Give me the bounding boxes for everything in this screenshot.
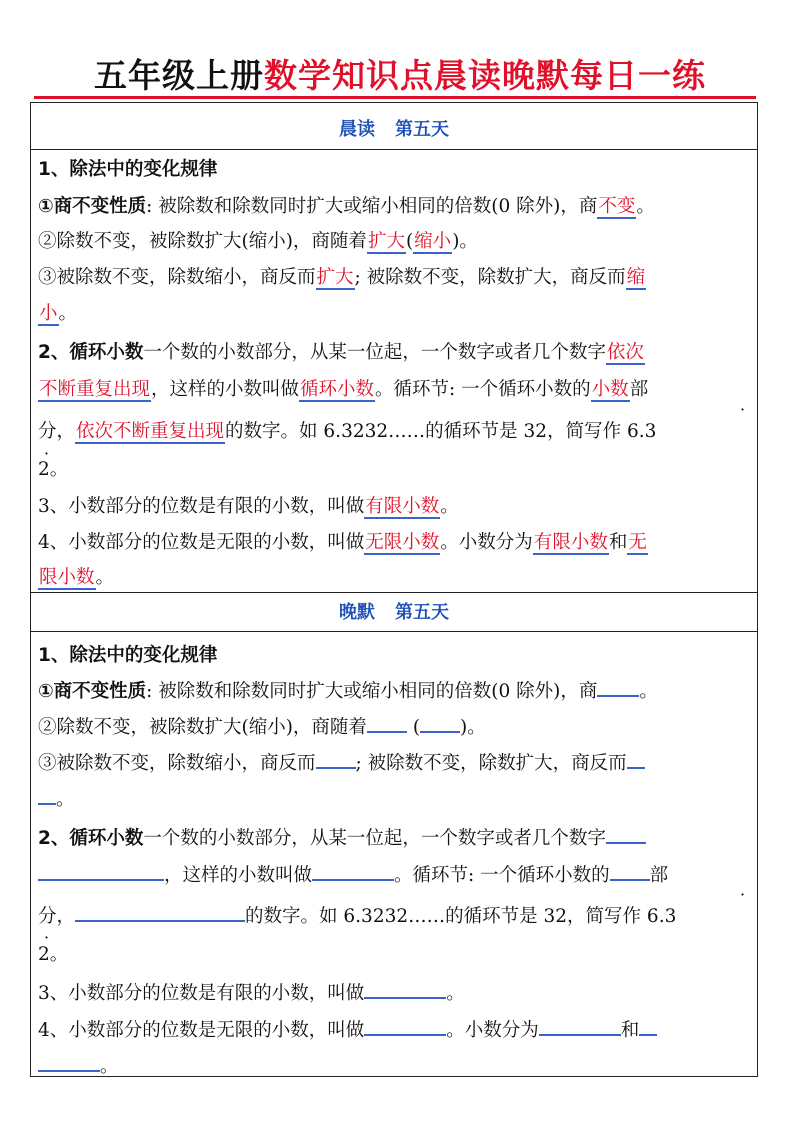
evening-line-7 [38,857,752,893]
text: 3、小数部分的位数是有限的小数，叫做 [38,983,365,1004]
answer-blank[interactable] [75,898,245,922]
answer-blank[interactable] [627,745,645,769]
morning-line-11 [38,525,752,561]
evening-line-5 [38,781,752,817]
text: 和 [608,532,628,553]
answer: 有限小数 [365,496,440,517]
text: 一个数的小数部分，从某一位起，一个数字或者几个数字 [143,342,606,363]
morning-header-label: 晨读 [339,119,375,140]
answer-blank[interactable] [639,1012,657,1036]
morning-line-1: 1、除法中的变化规律 [38,159,218,180]
term: 2、循环小数 [38,342,144,363]
text: 。 [440,496,459,517]
answer-blank[interactable] [364,1012,446,1036]
morning-line-3 [38,224,752,260]
text: 和 [620,1020,640,1041]
morning-line-8 [38,414,752,450]
evening-line-6 [38,820,752,856]
text: ②除数不变，被除数扩大(缩小)，商随着 [38,231,367,252]
answer: 不变 [598,196,636,217]
answer-blank[interactable] [364,975,446,999]
text: ( [406,717,421,738]
repeat-dot-mark: · [44,928,50,947]
text: 的数字。如 6.3232……的循环节是 32，简写作 6.3 [245,906,677,927]
text: 4、小数部分的位数是无限的小数，叫做 [38,1020,365,1041]
evening-line-2 [38,673,752,709]
text: 。循环节: 一个循环小数的 [394,865,610,886]
text: 一个数的小数部分，从某一位起，一个数字或者几个数字 [143,828,606,849]
evening-line-3 [38,709,752,745]
answer-blank[interactable] [38,857,164,881]
answer-blank[interactable] [312,857,394,881]
answer: 依次 [606,342,644,363]
text: ③被除数不变，除数缩小，商反而 [38,267,316,288]
answer-blank[interactable] [610,857,650,881]
answer-blank[interactable] [38,781,56,805]
term: ①商不变性质 [38,681,147,702]
text: 部 [649,865,669,886]
answer-blank[interactable] [597,673,639,697]
answer-blank[interactable] [606,820,646,844]
text: 。 [639,681,658,702]
morning-header-day: 第五天 [395,119,449,140]
morning-line-6 [38,335,752,371]
text: )。 [460,717,486,738]
morning-line-7 [38,372,752,408]
text: ，这样的小数叫做 [164,865,313,886]
text: ( [405,231,414,252]
text: 分， [38,421,76,442]
answer: 小 [39,303,58,324]
answer: 不断重复出现 [39,379,151,400]
text: 。小数分为 [440,532,533,553]
repeat-dot-mark: · [740,885,746,904]
text: 。 [100,1056,119,1077]
text: 。 [446,983,465,1004]
text: 部 [629,379,649,400]
text: 。 [58,303,78,324]
text: )。 [452,231,478,252]
answer-blank[interactable] [420,709,460,733]
text: 。循环节: 一个循环小数的 [375,379,591,400]
title-underline [34,96,756,99]
morning-line-12 [38,560,752,596]
repeat-dot-mark: · [740,400,746,419]
repeat-dot-mark: · [44,444,50,463]
answer: 扩大 [367,231,405,252]
answer: 无限小数 [365,532,440,553]
evening-header [30,592,758,632]
text: ③被除数不变，除数缩小，商反而 [38,753,316,774]
answer: 缩小 [414,231,452,252]
evening-line-9: 2。 [38,944,69,965]
evening-header-day: 第五天 [395,602,449,623]
page-title [0,50,800,97]
answer: 无 [628,532,647,553]
answer: 小数 [591,379,629,400]
term: 2、循环小数 [38,828,144,849]
evening-line-12 [38,1048,752,1084]
morning-line-10 [38,489,752,525]
answer: 扩大 [316,267,354,288]
answer-blank[interactable] [38,1048,100,1072]
morning-header [30,110,758,150]
text: 3、小数部分的位数是有限的小数，叫做 [38,496,365,517]
text: 4、小数部分的位数是无限的小数，叫做 [38,532,365,553]
morning-line-2 [38,189,752,225]
evening-line-4 [38,745,752,781]
morning-line-4 [38,260,752,296]
text: 的数字。如 6.3232……的循环节是 32，简写作 6.3 [225,421,657,442]
answer: 依次不断重复出现 [76,421,225,442]
text: 。小数分为 [446,1020,539,1041]
text: 分， [38,906,76,927]
answer: 循环小数 [300,379,375,400]
text: 。 [56,789,75,810]
answer: 有限小数 [533,532,608,553]
text: 。 [95,567,115,588]
morning-line-9: 2。 [38,459,69,480]
answer-blank[interactable] [316,745,356,769]
text: ，这样的小数叫做 [151,379,300,400]
evening-line-1: 1、除法中的变化规律 [38,645,218,666]
text: ②除数不变，被除数扩大(缩小)，商随着 [38,717,367,738]
evening-line-10 [38,975,752,1011]
text: ; 被除数不变，除数扩大，商反而 [354,267,626,288]
title-part2: 数学知识点晨读晚默每日一练 [264,56,706,95]
title-part1: 五年级上册 [94,56,264,95]
text: : 被除数和除数同时扩大或缩小相同的倍数(0 除外)，商 [146,196,598,217]
evening-line-11 [38,1012,752,1048]
evening-line-8 [38,898,752,934]
text: ; 被除数不变，除数扩大，商反而 [355,753,627,774]
term: ①商不变性质 [38,196,147,217]
text: : 被除数和除数同时扩大或缩小相同的倍数(0 除外)，商 [146,681,598,702]
answer-blank[interactable] [539,1012,621,1036]
answer: 缩 [626,267,646,288]
morning-line-5 [38,296,752,332]
text: 。 [636,196,655,217]
answer-blank[interactable] [367,709,407,733]
evening-header-label: 晚默 [339,602,375,623]
answer: 限小数 [39,567,95,588]
